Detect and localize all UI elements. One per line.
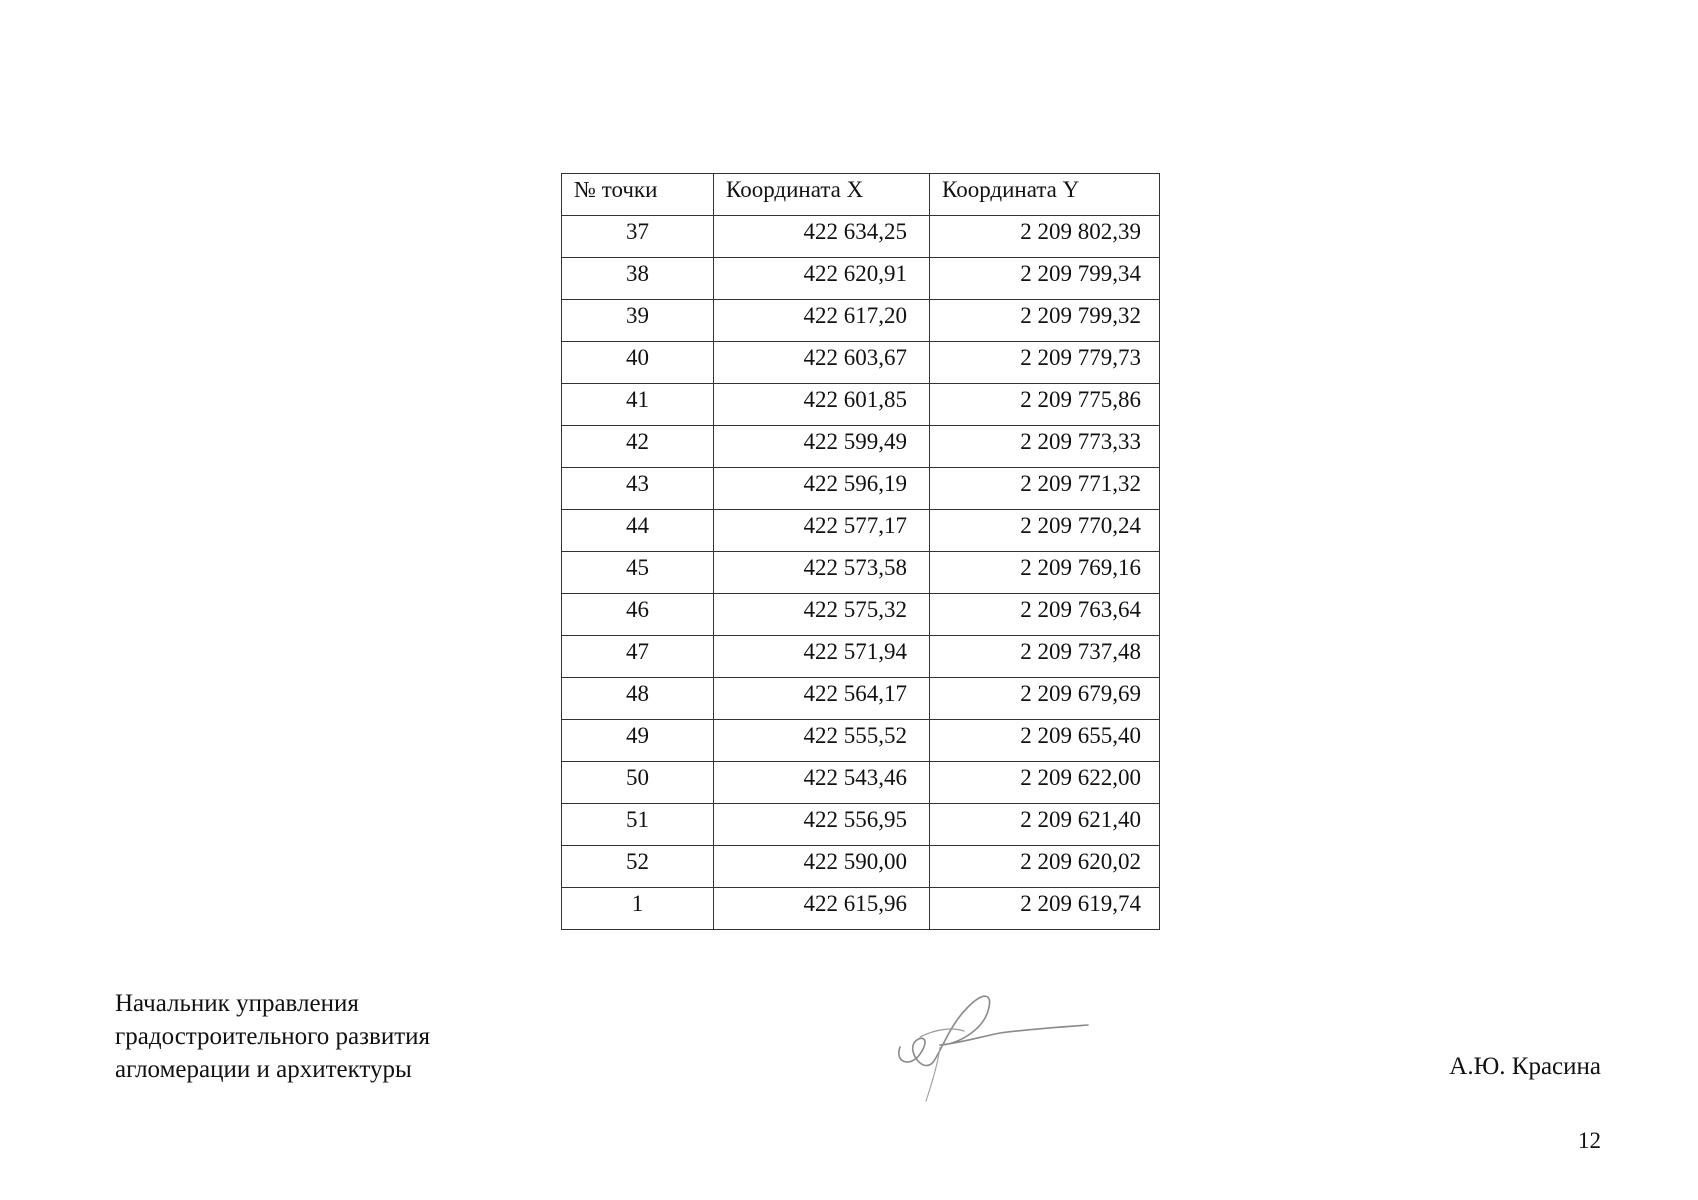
handwritten-signature bbox=[890, 985, 1090, 1105]
table-row bbox=[562, 384, 1160, 426]
point-number-cell: 41 bbox=[562, 384, 714, 426]
point-number-cell: 39 bbox=[562, 300, 714, 342]
point-number-cell: 42 bbox=[562, 426, 714, 468]
coordinate-x-cell: 422 555,52 bbox=[714, 720, 930, 762]
coordinate-y-cell: 2 209 619,74 bbox=[930, 888, 1160, 930]
coordinate-x-cell: 422 577,17 bbox=[714, 510, 930, 552]
point-number-cell: 40 bbox=[562, 342, 714, 384]
coordinate-y-cell: 2 209 771,32 bbox=[930, 468, 1160, 510]
table-row bbox=[562, 720, 1160, 762]
coordinate-x-cell: 422 599,49 bbox=[714, 426, 930, 468]
page-number: 12 bbox=[1578, 1128, 1601, 1153]
header-coordinate-x: Координата X bbox=[714, 174, 930, 216]
coordinate-y-cell: 2 209 775,86 bbox=[930, 384, 1160, 426]
coordinate-y-cell: 2 209 620,02 bbox=[930, 846, 1160, 888]
coordinate-y-cell: 2 209 621,40 bbox=[930, 804, 1160, 846]
header-point-number: № точки bbox=[562, 174, 714, 216]
point-number-cell: 49 bbox=[562, 720, 714, 762]
table-row bbox=[562, 846, 1160, 888]
coordinate-x-cell: 422 573,58 bbox=[714, 552, 930, 594]
coordinate-x-cell: 422 571,94 bbox=[714, 636, 930, 678]
point-number-cell: 45 bbox=[562, 552, 714, 594]
coordinate-y-cell: 2 209 679,69 bbox=[930, 678, 1160, 720]
coordinate-x-cell: 422 601,85 bbox=[714, 384, 930, 426]
table-row bbox=[562, 762, 1160, 804]
point-number-cell: 43 bbox=[562, 468, 714, 510]
coordinate-y-cell: 2 209 779,73 bbox=[930, 342, 1160, 384]
coordinates-table bbox=[561, 173, 1160, 930]
coordinate-x-cell: 422 564,17 bbox=[714, 678, 930, 720]
position-line: агломерации и архитектуры bbox=[115, 1056, 412, 1083]
header-coordinate-y: Координата Y bbox=[930, 174, 1160, 216]
coordinate-y-cell: 2 209 770,24 bbox=[930, 510, 1160, 552]
table-row bbox=[562, 468, 1160, 510]
coordinate-x-cell: 422 596,19 bbox=[714, 468, 930, 510]
table-row bbox=[562, 552, 1160, 594]
table-row bbox=[562, 426, 1160, 468]
coordinate-y-cell: 2 209 622,00 bbox=[930, 762, 1160, 804]
table-row bbox=[562, 804, 1160, 846]
coordinate-x-cell: 422 575,32 bbox=[714, 594, 930, 636]
signer-name: А.Ю. Красина bbox=[1449, 1053, 1601, 1080]
coordinate-x-cell: 422 543,46 bbox=[714, 762, 930, 804]
coordinate-x-cell: 422 590,00 bbox=[714, 846, 930, 888]
point-number-cell: 44 bbox=[562, 510, 714, 552]
signature-stroke bbox=[920, 1029, 964, 1037]
table-row bbox=[562, 216, 1160, 258]
coordinate-x-cell: 422 617,20 bbox=[714, 300, 930, 342]
coordinate-y-cell: 2 209 799,34 bbox=[930, 258, 1160, 300]
coordinate-y-cell: 2 209 769,16 bbox=[930, 552, 1160, 594]
coordinate-y-cell: 2 209 737,48 bbox=[930, 636, 1160, 678]
point-number-cell: 37 bbox=[562, 216, 714, 258]
coordinate-y-cell: 2 209 655,40 bbox=[930, 720, 1160, 762]
point-number-cell: 48 bbox=[562, 678, 714, 720]
coordinate-x-cell: 422 603,67 bbox=[714, 342, 930, 384]
point-number-cell: 50 bbox=[562, 762, 714, 804]
coordinate-y-cell: 2 209 802,39 bbox=[930, 216, 1160, 258]
coordinate-y-cell: 2 209 763,64 bbox=[930, 594, 1160, 636]
coordinate-x-cell: 422 620,91 bbox=[714, 258, 930, 300]
table-row bbox=[562, 510, 1160, 552]
position-line: градостроительного развития bbox=[115, 1023, 431, 1050]
point-number-cell: 51 bbox=[562, 804, 714, 846]
coordinate-x-cell: 422 615,96 bbox=[714, 888, 930, 930]
table-row bbox=[562, 300, 1160, 342]
table-row bbox=[562, 888, 1160, 930]
point-number-cell: 46 bbox=[562, 594, 714, 636]
position-line: Начальник управления bbox=[115, 990, 359, 1017]
coordinate-x-cell: 422 634,25 bbox=[714, 216, 930, 258]
point-number-cell: 1 bbox=[562, 888, 714, 930]
table-row bbox=[562, 678, 1160, 720]
point-number-cell: 52 bbox=[562, 846, 714, 888]
signature-stroke bbox=[899, 996, 1088, 1065]
coordinate-y-cell: 2 209 773,33 bbox=[930, 426, 1160, 468]
point-number-cell: 47 bbox=[562, 636, 714, 678]
signer-position bbox=[115, 987, 430, 1086]
table-row bbox=[562, 342, 1160, 384]
coordinate-y-cell: 2 209 799,32 bbox=[930, 300, 1160, 342]
table-row bbox=[562, 636, 1160, 678]
table-row bbox=[562, 594, 1160, 636]
point-number-cell: 38 bbox=[562, 258, 714, 300]
table-row bbox=[562, 258, 1160, 300]
coordinate-x-cell: 422 556,95 bbox=[714, 804, 930, 846]
table-header-row bbox=[562, 174, 1160, 216]
